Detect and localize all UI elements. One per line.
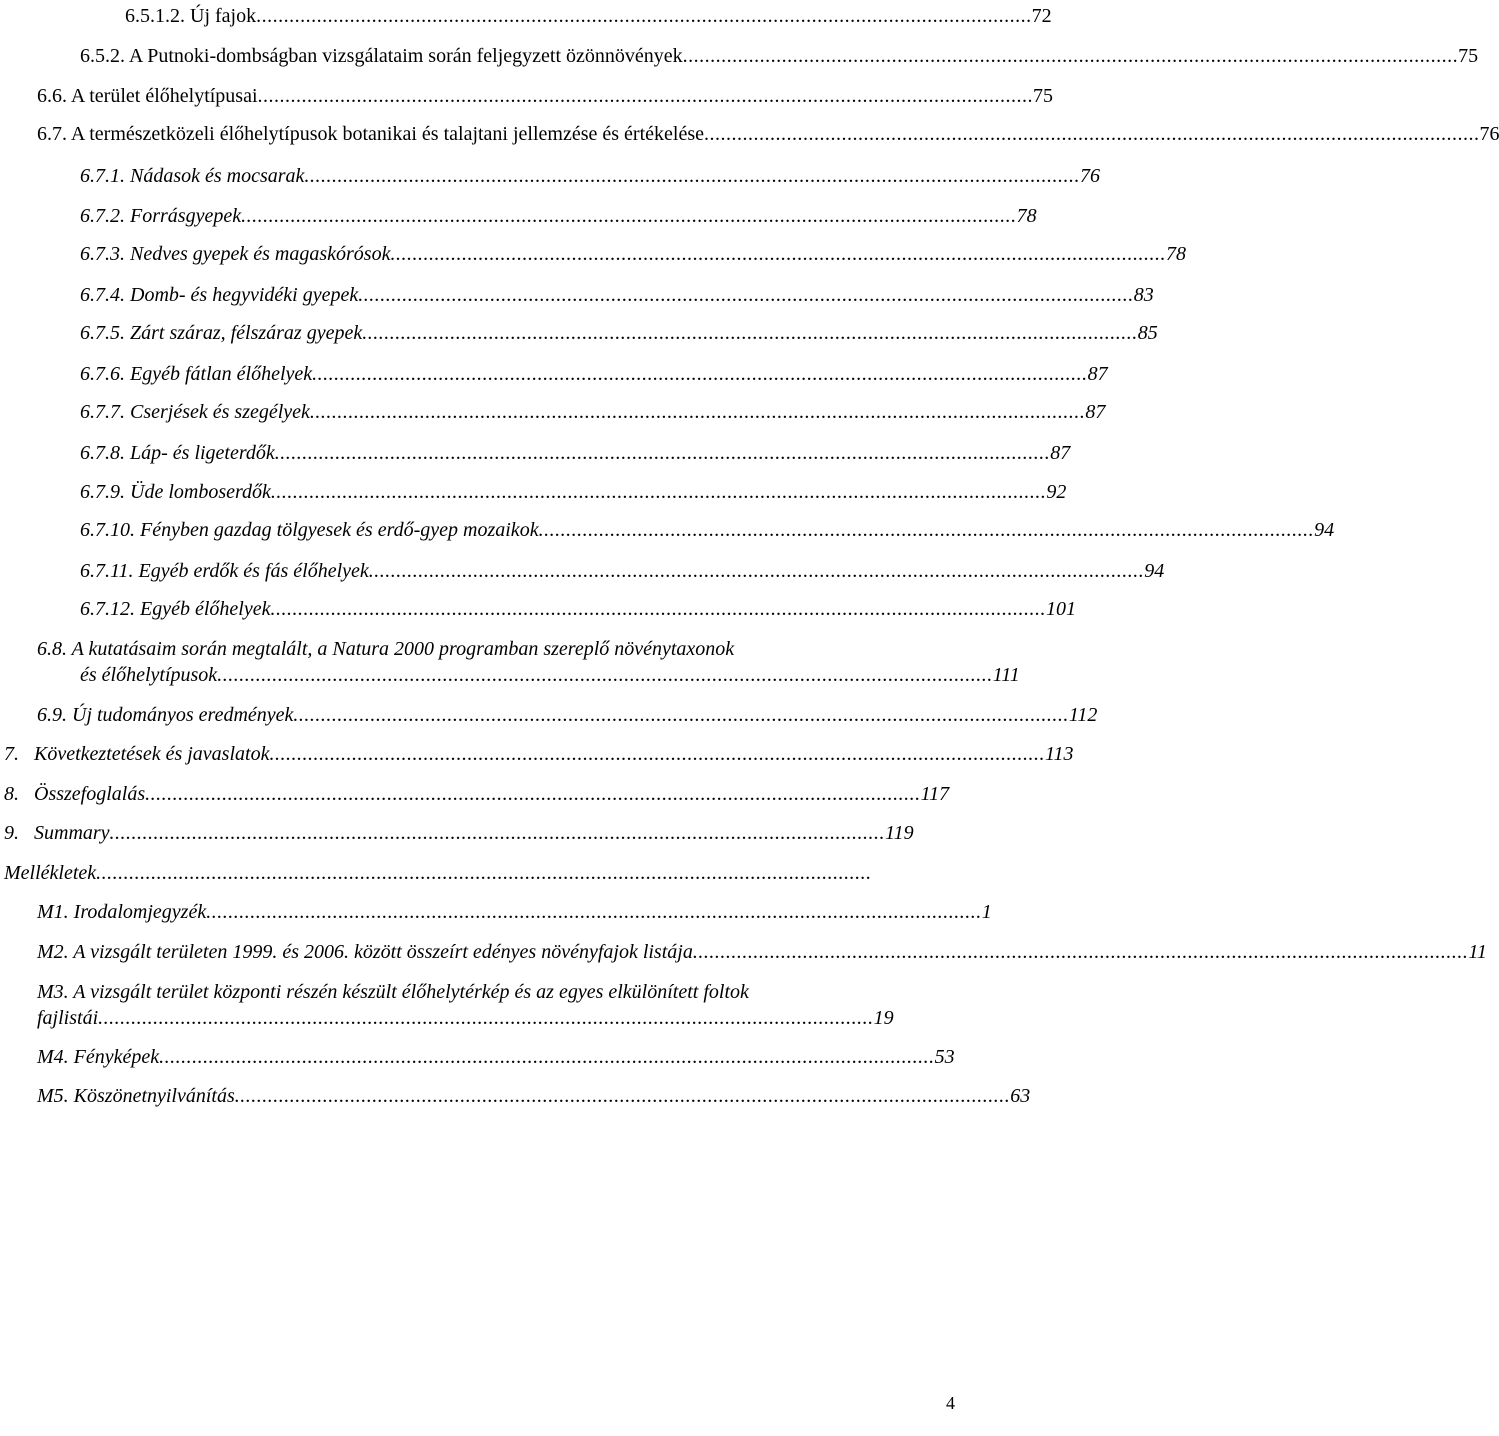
toc-entry-page: 78 bbox=[1165, 243, 1186, 265]
toc-entry-page: 75 bbox=[1458, 45, 1479, 67]
toc-entry-title-line1: 6.8. A kutatásaim során megtalált, a Natura 2000 programban szereplő növénytaxonok bbox=[37, 638, 735, 660]
toc-entry bbox=[37, 1006, 894, 1030]
toc-entry-page: 76 bbox=[1479, 123, 1499, 145]
toc-entry-page: 94 bbox=[1144, 560, 1165, 582]
toc-leader-dots: ............................................................................................................................................. bbox=[159, 1046, 935, 1068]
toc-entry bbox=[80, 663, 1020, 687]
toc-entry-page: 87 bbox=[1050, 442, 1071, 464]
toc-entry bbox=[4, 742, 1074, 766]
toc-leader-dots: ............................................................................................................................................. bbox=[234, 1085, 1011, 1107]
toc-entry-title: 6.7. A természetközeli élőhelytípusok botanikai és talajtani jellemzése és értékelése bbox=[37, 123, 704, 145]
toc-entry-page: 75 bbox=[1033, 85, 1054, 107]
toc-entry-page: 83 bbox=[1133, 284, 1154, 306]
toc-leader-dots: ............................................................................................................................................. bbox=[145, 783, 921, 805]
toc-entry bbox=[80, 518, 1335, 542]
toc-leader-dots: ............................................................................................................................................. bbox=[390, 243, 1166, 265]
toc-entry-page: 87 bbox=[1087, 363, 1108, 385]
toc-entry-title: 6.7.9. Üde lomboserdők bbox=[80, 481, 271, 503]
toc-entry-title: 6.7.10. Fényben gazdag tölgyesek és erdő-gyep mozaikok bbox=[80, 519, 539, 541]
toc-leader-dots: ............................................................................................................................................. bbox=[692, 941, 1469, 963]
toc-entry-page: 63 bbox=[1010, 1085, 1031, 1107]
page-number: 4 bbox=[946, 1393, 955, 1413]
toc-leader-dots: ............................................................................................................................................. bbox=[304, 165, 1080, 187]
toc-leader-dots: ............................................................................................................................................. bbox=[309, 401, 1086, 423]
toc-leader-dots: ............................................................................................................................................. bbox=[241, 205, 1017, 227]
toc-leader-dots: ............................................................................................................................................. bbox=[703, 123, 1480, 145]
toc-entry-page: 112 bbox=[1068, 704, 1098, 726]
toc-leader-dots: ............................................................................................................................................. bbox=[98, 1007, 874, 1029]
toc-entry bbox=[125, 4, 1052, 28]
toc-entry bbox=[80, 559, 1165, 583]
toc-entry-title: 6.7.12. Egyéb élőhelyek bbox=[80, 598, 271, 620]
toc-entry bbox=[37, 900, 992, 924]
toc-entry bbox=[37, 1084, 1031, 1108]
toc-leader-dots: ............................................................................................................................................. bbox=[362, 322, 1138, 344]
toc-entry-title: M4. Fényképek bbox=[37, 1046, 160, 1068]
toc-entry bbox=[80, 400, 1106, 424]
toc-leader-dots: ............................................................................................................................................. bbox=[358, 284, 1134, 306]
toc-entry-title: 6.9. Új tudományos eredmények bbox=[37, 704, 294, 726]
toc-entry bbox=[4, 782, 950, 806]
toc-entry bbox=[80, 164, 1100, 188]
toc-entry bbox=[37, 1045, 955, 1069]
toc-entry-page: 101 bbox=[1045, 598, 1076, 620]
toc-entry-page: 76 bbox=[1079, 165, 1100, 187]
toc-entry-page: 111 bbox=[992, 664, 1020, 686]
toc-entry-title: 6.7.6. Egyéb fátlan élőhelyek bbox=[80, 363, 313, 385]
toc-entry-title: fajlistái bbox=[37, 1007, 99, 1029]
toc-leader-dots: ............................................................................................................................................. bbox=[682, 45, 1459, 67]
toc-entry-title: 6.7.8. Láp- és ligeterdők bbox=[80, 442, 275, 464]
toc-leader-dots: ............................................................................................................................................. bbox=[256, 5, 1032, 27]
toc-entry-title: 6.6. A terület élőhelytípusai bbox=[37, 85, 258, 107]
toc-entry bbox=[80, 441, 1071, 465]
toc-entry bbox=[80, 44, 1479, 68]
toc-leader-dots: ............................................................................................................................................. bbox=[270, 481, 1047, 503]
toc-entry-page: 53 bbox=[934, 1046, 955, 1068]
toc-leader-dots: ............................................................................................................................................. bbox=[538, 519, 1315, 541]
toc-entry-page: 85 bbox=[1137, 322, 1158, 344]
toc-entry-page: 72 bbox=[1031, 5, 1052, 27]
toc-entry-page: 94 bbox=[1314, 519, 1335, 541]
toc-entry bbox=[37, 940, 1487, 964]
toc-entry-page: 11 bbox=[1468, 941, 1487, 963]
toc-entry bbox=[80, 480, 1067, 504]
toc-entry-page: 117 bbox=[920, 783, 950, 805]
toc-entry bbox=[80, 597, 1076, 621]
toc-entry-title: 6.7.5. Zárt száraz, félszáraz gyepek bbox=[80, 322, 363, 344]
toc-entry-page: 119 bbox=[885, 822, 914, 844]
toc-entry bbox=[80, 204, 1037, 228]
toc-entry-title: Mellékletek bbox=[4, 862, 97, 884]
toc-entry-title: 6.7.7. Cserjések és szegélyek bbox=[80, 401, 310, 423]
toc-entry bbox=[37, 122, 1499, 146]
toc-entry-title: 6.5.1.2. Új fajok bbox=[125, 5, 257, 27]
toc-entry-title: és élőhelytípusok bbox=[80, 664, 218, 686]
toc-leader-dots: ............................................................................................................................................. bbox=[96, 862, 872, 884]
toc-leader-dots: ............................................................................................................................................. bbox=[312, 363, 1088, 385]
toc-entry-title: M5. Köszönetnyilvánítás bbox=[37, 1085, 235, 1107]
toc-entry-title: 6.5.2. A Putnoki-dombságban vizsgálataim során feljegyzett özönnövények bbox=[80, 45, 683, 67]
toc-entry-title: M2. A vizsgált területen 1999. és 2006. között összeírt edényes növényfajok listája bbox=[37, 941, 693, 963]
toc-leader-dots: ............................................................................................................................................. bbox=[109, 822, 886, 844]
toc-entry-page: 92 bbox=[1046, 481, 1067, 503]
toc-entry-title: 9. Summary bbox=[4, 822, 110, 844]
toc-entry bbox=[4, 861, 872, 885]
toc-leader-dots: ............................................................................................................................................. bbox=[274, 442, 1051, 464]
toc-entry bbox=[37, 84, 1054, 108]
toc-leader-dots: ............................................................................................................................................. bbox=[270, 598, 1046, 620]
toc-leader-dots: ............................................................................................................................................. bbox=[269, 743, 1045, 765]
toc-entry-title: 6.7.4. Domb- és hegyvidéki gyepek bbox=[80, 284, 359, 306]
toc-leader-dots: ............................................................................................................................................. bbox=[368, 560, 1145, 582]
toc-leader-dots: ............................................................................................................................................. bbox=[217, 664, 993, 686]
toc-entry bbox=[80, 242, 1186, 266]
toc-entry-title: 6.7.11. Egyéb erdők és fás élőhelyek bbox=[80, 560, 369, 582]
toc-entry-page: 78 bbox=[1016, 205, 1037, 227]
toc-entry-page: 113 bbox=[1044, 743, 1074, 765]
toc-entry bbox=[80, 362, 1108, 386]
toc-entry bbox=[80, 283, 1154, 307]
toc-leader-dots: ............................................................................................................................................. bbox=[257, 85, 1034, 107]
toc-entry bbox=[37, 703, 1098, 727]
toc-entry bbox=[4, 821, 914, 845]
toc-entry-title-line1: M3. A vizsgált terület központi részén készült élőhelytérkép és az egyes elkülönített foltok bbox=[37, 981, 749, 1003]
toc-entry-page: 1 bbox=[981, 901, 992, 923]
toc-entry-title: 7. Következtetések és javaslatok bbox=[4, 743, 270, 765]
toc-entry-title: 8. Összefoglalás bbox=[4, 783, 146, 805]
toc-entry-page: 87 bbox=[1085, 401, 1106, 423]
toc-entry-title: 6.7.3. Nedves gyepek és magaskórósok bbox=[80, 243, 391, 265]
toc-entry-title: 6.7.2. Forrásgyepek bbox=[80, 205, 242, 227]
toc-entry-page: 19 bbox=[873, 1007, 894, 1029]
toc-entry-title: M1. Irodalomjegyzék bbox=[37, 901, 207, 923]
toc-entry-title: 6.7.1. Nádasok és mocsarak bbox=[80, 165, 305, 187]
toc-leader-dots: ............................................................................................................................................. bbox=[206, 901, 982, 923]
toc-leader-dots: ............................................................................................................................................. bbox=[293, 704, 1069, 726]
toc-entry bbox=[80, 321, 1158, 345]
